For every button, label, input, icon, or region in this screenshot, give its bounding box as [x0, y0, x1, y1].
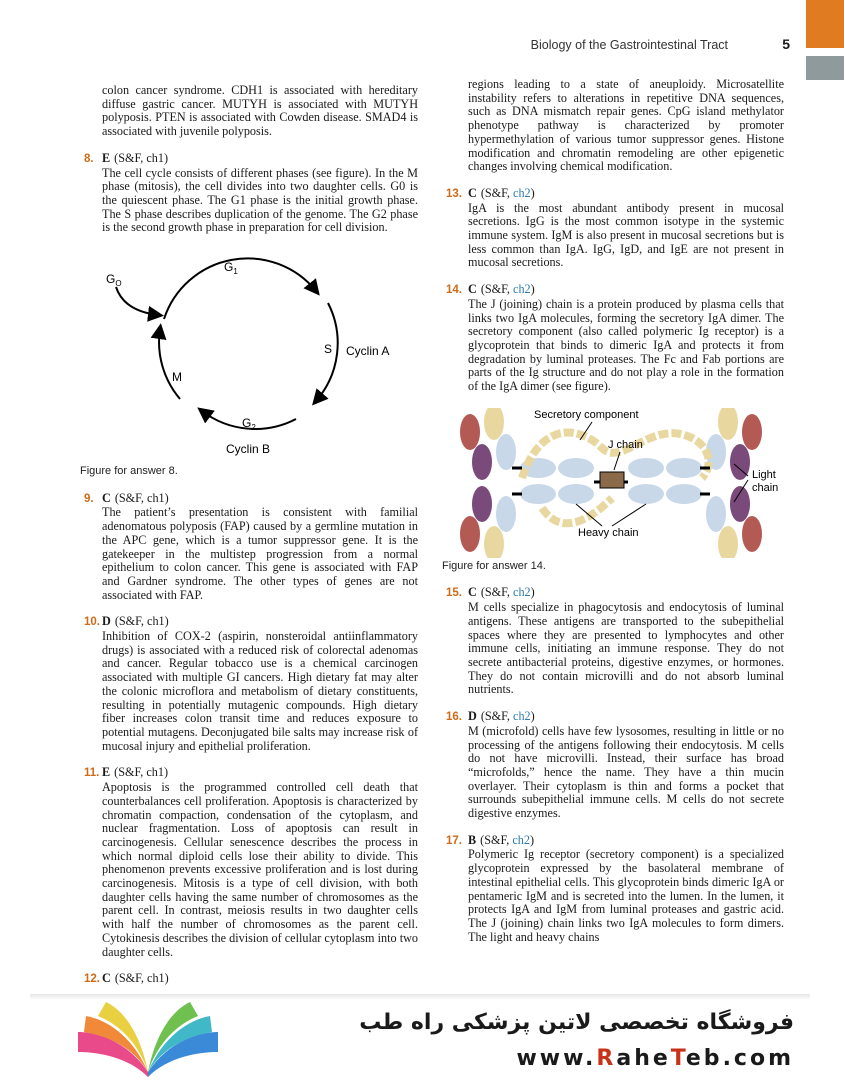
s-label: S: [324, 342, 333, 357]
answer-15: [446, 586, 784, 697]
figure-14-caption: Figure for answer 14.: [442, 559, 546, 572]
answer-body: Inhibition of COX-2 (aspirin, nonsteroidal antiinflammatory drugs) is associated with a reduced risk of colorectal adenomas and cancer. Regular tobacco use is a chemical carcinogen associated with multiple GI cancers. High dietary fat may alter the colonic microflora and metabolism of dietary constituents, resulting in potentially mutagenic compounds. High dietary fiber increases colon transit time and reduces exposure to potential mutagens. Deconjugated bile salts may increase risk of mucosal injury and epithelial proliferation.: [102, 629, 418, 753]
answer-source: (S&F,: [480, 585, 514, 600]
header-title: Biology of the Gastrointestinal Tract: [530, 38, 728, 52]
source-chapter-link[interactable]: ch2: [513, 709, 531, 724]
left-column: [80, 83, 418, 987]
heavy-chain-segment: [666, 484, 702, 504]
m-label: M: [172, 370, 182, 385]
answer-source: (S&F,: [480, 185, 514, 200]
left-intro: colon cancer syndrome. CDH1 is associated with hereditary diffuse gastric cancer. MUTYH is associated with MUTYH polyposis. PTEN is associated with Cowden disease. SMAD4 is associated with juvenile polyposis.: [102, 83, 418, 139]
answer-16: [446, 710, 784, 821]
left-fab-oval: [496, 496, 516, 532]
answer-source-close: ): [530, 185, 535, 200]
answer-letter: B: [468, 832, 477, 847]
right-fab-oval: [742, 516, 762, 552]
g1-label: $G_1$: [224, 260, 238, 277]
source-chapter-link[interactable]: ch2: [513, 282, 531, 297]
answer-source: (S&F,: [114, 490, 148, 505]
footer-url[interactable]: www.RaheTeb.com: [516, 1046, 794, 1071]
answer-source: (S&F,: [114, 614, 148, 629]
secretory-component-label: Secretory component: [534, 408, 639, 421]
answer-letter: C: [102, 490, 111, 505]
answer-number: 11.: [84, 767, 100, 780]
answer-17: [446, 834, 784, 945]
answer-body: Apoptosis is the programmed controlled cell death that counterbalances cell proliferation. Apoptosis is characterized by chromatin compaction, condensation of the cytoplasm, and nuclear fragmentation. Loss of apoptosis can result in carcinogenesis. Cellular senescence describes the process in which normal diploid cells lose their ability to divide. This phenomenon prevents excessive proliferation and is lost during carcinogenesis. Mitosis is a type of cell division, with both daughter cells having the same number of chromosomes as the parent cell. In contrast, meiosis results in two daughter cells with half the number of chromosomes as the parent cell. Cytokinesis describes the division of cellular cytoplasm into two daughter cells.: [102, 780, 418, 959]
right-fab-oval: [742, 414, 762, 450]
answer-number: 8.: [84, 152, 94, 165]
chapter-tab: [806, 0, 844, 48]
light-chain-label-2: chain: [752, 481, 779, 494]
right-column: [442, 77, 784, 944]
answer-source-close: ): [163, 150, 169, 165]
answer-8: [84, 152, 418, 235]
light-chain-label-1: Light: [752, 468, 776, 481]
figure-8-caption: Figure for answer 8.: [80, 465, 178, 478]
heavy-chain-segment: [628, 458, 664, 478]
source-chapter: ch1: [146, 765, 164, 780]
answer-source: (S&F,: [480, 282, 514, 297]
answer-source-close: ): [530, 585, 535, 600]
right-fab-oval: [706, 496, 726, 532]
answer-letter: C: [102, 971, 111, 986]
answer-number: 14.: [446, 284, 462, 297]
page-number: 5: [782, 36, 790, 52]
answer-source: (S&F,: [480, 832, 513, 847]
right-fab-oval: [718, 408, 738, 440]
answer-body: IgA is the most abundant antibody present in mucosal secretions. IgG is the most common isotype in the systemic immune system. IgM is also present in mucosal secretions but is less common than IgA. IgG, IgD, and IgE are not present in mucosal secretions.: [468, 200, 784, 270]
heavy-chain-segment: [520, 484, 556, 504]
right-intro: regions leading to a state of aneuploidy. Microsatellite instability refers to alterations in repetitive DNA sequences, such as DNA mismatch repair genes. CpG island methylator phenotype pathway is characterized by promoter hypermethylation of various tumor suppressor genes. Histone modification and chromatin remodeling are other epigenetic changes involving chemical modification.: [468, 77, 784, 174]
footer-title: فروشگاه تخصصی لاتین پزشکی راه طب: [359, 1010, 794, 1035]
answer-source-close: ): [530, 709, 535, 724]
answer-source-close: ): [164, 614, 169, 629]
answer-body: M cells specialize in phagocytosis and endocytosis of luminal antigens. These antigens are transported to the subepithelial spaces where they are presented to lymphocytes and other immune cells, initiating an immune response. They do not secrete antibacterial proteins, digestive enzymes, or hormones. They do not contain microvilli and do not absorb luminal nutrients.: [468, 600, 784, 697]
g1-arc: [164, 258, 316, 319]
answer-14: [446, 283, 784, 394]
left-fab-oval: [472, 444, 492, 480]
book-logo-icon: [78, 1002, 218, 1082]
answer-body: The J (joining) chain is a protein produced by plasma cells that links two IgA molecules, forming the secretory IgA dimer. The secretory component (also called polymeric Ig receptor) is a glycoprotein that binds to dimeric IgA and protects it from degradation by luminal proteases. The Fc and Fab portions are parts of the Ig structure and do not play a role in the formation of the IgA dimer (see figure).: [468, 296, 784, 394]
iga-dimer-figure: [452, 408, 790, 558]
heavy-chain-segment: [666, 458, 702, 478]
source-chapter-link[interactable]: ch2: [512, 832, 530, 847]
answer-number: 16.: [446, 711, 462, 724]
right-fab-oval: [718, 526, 738, 558]
answer-letter: D: [468, 709, 477, 724]
m-arc: [159, 329, 180, 399]
answer-source-close: ): [164, 971, 169, 986]
answer-source: (S&F,: [114, 971, 148, 986]
answer-11: [84, 766, 418, 959]
heavy-chain-segment: [558, 458, 594, 478]
g2-label: $G_2$: [242, 416, 256, 433]
answer-letter: E: [102, 150, 111, 165]
left-fab-oval: [472, 486, 492, 522]
left-fab-oval: [496, 434, 516, 470]
source-chapter: ch1: [147, 490, 165, 505]
g0-label: $G_O$: [106, 272, 122, 289]
answer-letter: C: [468, 185, 477, 200]
answer-source-close: ): [529, 832, 535, 847]
footer-divider: [30, 994, 810, 1000]
answer-9: [84, 492, 418, 603]
answer-body: The patient’s presentation is consistent with familial adenomatous polyposis (FAP) caused by a germline mutation in the APC gene, which is a tumor suppressor gene. It is the gatekeeper in the multistep progression from a normal epithelium to colon cancer. This gene is associated with FAP and Gardner syndrome. The other types of genes are not associated with FAP.: [102, 505, 418, 602]
heavy-chain-segment: [558, 484, 594, 504]
heavy-chain-segment: [628, 484, 664, 504]
answer-number: 13.: [446, 187, 462, 200]
answer-letter: D: [102, 614, 111, 629]
answer-number: 15.: [446, 587, 462, 600]
answer-10: [84, 615, 418, 753]
answer-source: (S&F,: [480, 709, 514, 724]
source-chapter-link[interactable]: ch2: [513, 185, 531, 200]
left-fab-oval: [460, 516, 480, 552]
answer-body: The cell cycle consists of different phases (see figure). In the M phase (mitosis), the cell divides into two daughter cells. G0 is the quiescent phase. The G1 phase is the initial growth phase. The S phase describes duplication of the genome. The G2 phase is the second growth phase in preparation for cell division.: [102, 165, 418, 235]
answer-number: 12.: [84, 973, 100, 986]
cyclin-a-label: Cyclin A: [346, 344, 390, 359]
g0-arrow: [116, 287, 158, 315]
answer-13: [446, 187, 784, 270]
heavy-chain-label: Heavy chain: [578, 526, 639, 539]
j-chain: [600, 472, 624, 488]
cyclin-b-label: Cyclin B: [226, 442, 271, 457]
running-header: [0, 36, 800, 58]
source-chapter: ch1: [146, 150, 164, 165]
source-chapter: ch1: [147, 614, 165, 629]
answer-source-close: ): [163, 765, 169, 780]
chapter-tab-secondary: [806, 56, 844, 80]
answer-source: (S&F,: [114, 150, 147, 165]
left-fab-oval: [484, 408, 504, 440]
answer-source: (S&F,: [114, 765, 147, 780]
answer-number: 10.: [84, 616, 100, 629]
left-fab-oval: [460, 414, 480, 450]
cell-cycle-figure: [84, 249, 418, 459]
source-chapter: ch1: [147, 971, 165, 986]
answer-letter: E: [102, 765, 111, 780]
answer-body: Polymeric Ig receptor (secretory component) is a specialized glycoprotein expressed by the basolateral membrane of intestinal epithelial cells. This glycoprotein binds dimeric IgA or pentameric IgM and is secreted into the lumen. In the lumen, it protects IgA and IgM from luminal proteases and gastric acid. The J (joining) chain links two IgA molecules to form dimers. The light and heavy chains: [468, 847, 784, 944]
answer-letter: C: [468, 282, 477, 297]
left-fab-oval: [484, 526, 504, 558]
source-chapter-link[interactable]: ch2: [513, 585, 531, 600]
answer-source-close: ): [164, 490, 169, 505]
answer-number: 17.: [446, 834, 462, 847]
answer-number: 9.: [84, 492, 94, 505]
answer-source-close: ): [530, 282, 535, 297]
right-fab-oval: [730, 486, 750, 522]
answer-body: M (microfold) cells have few lysosomes, resulting in little or no processing of the antigens following their endocytosis. M cells do not have microvilli. Instead, their surface has broad “microfolds,” hence the name. They have a thin mucin overlayer. Their cytoplasm is thin and forms a pocket that surrounds subepithelial immune cells. M cells do not secrete digestive enzymes.: [468, 723, 784, 821]
answer-letter: C: [468, 585, 477, 600]
j-chain-label: J chain: [608, 438, 643, 451]
answer-12: [84, 972, 418, 987]
